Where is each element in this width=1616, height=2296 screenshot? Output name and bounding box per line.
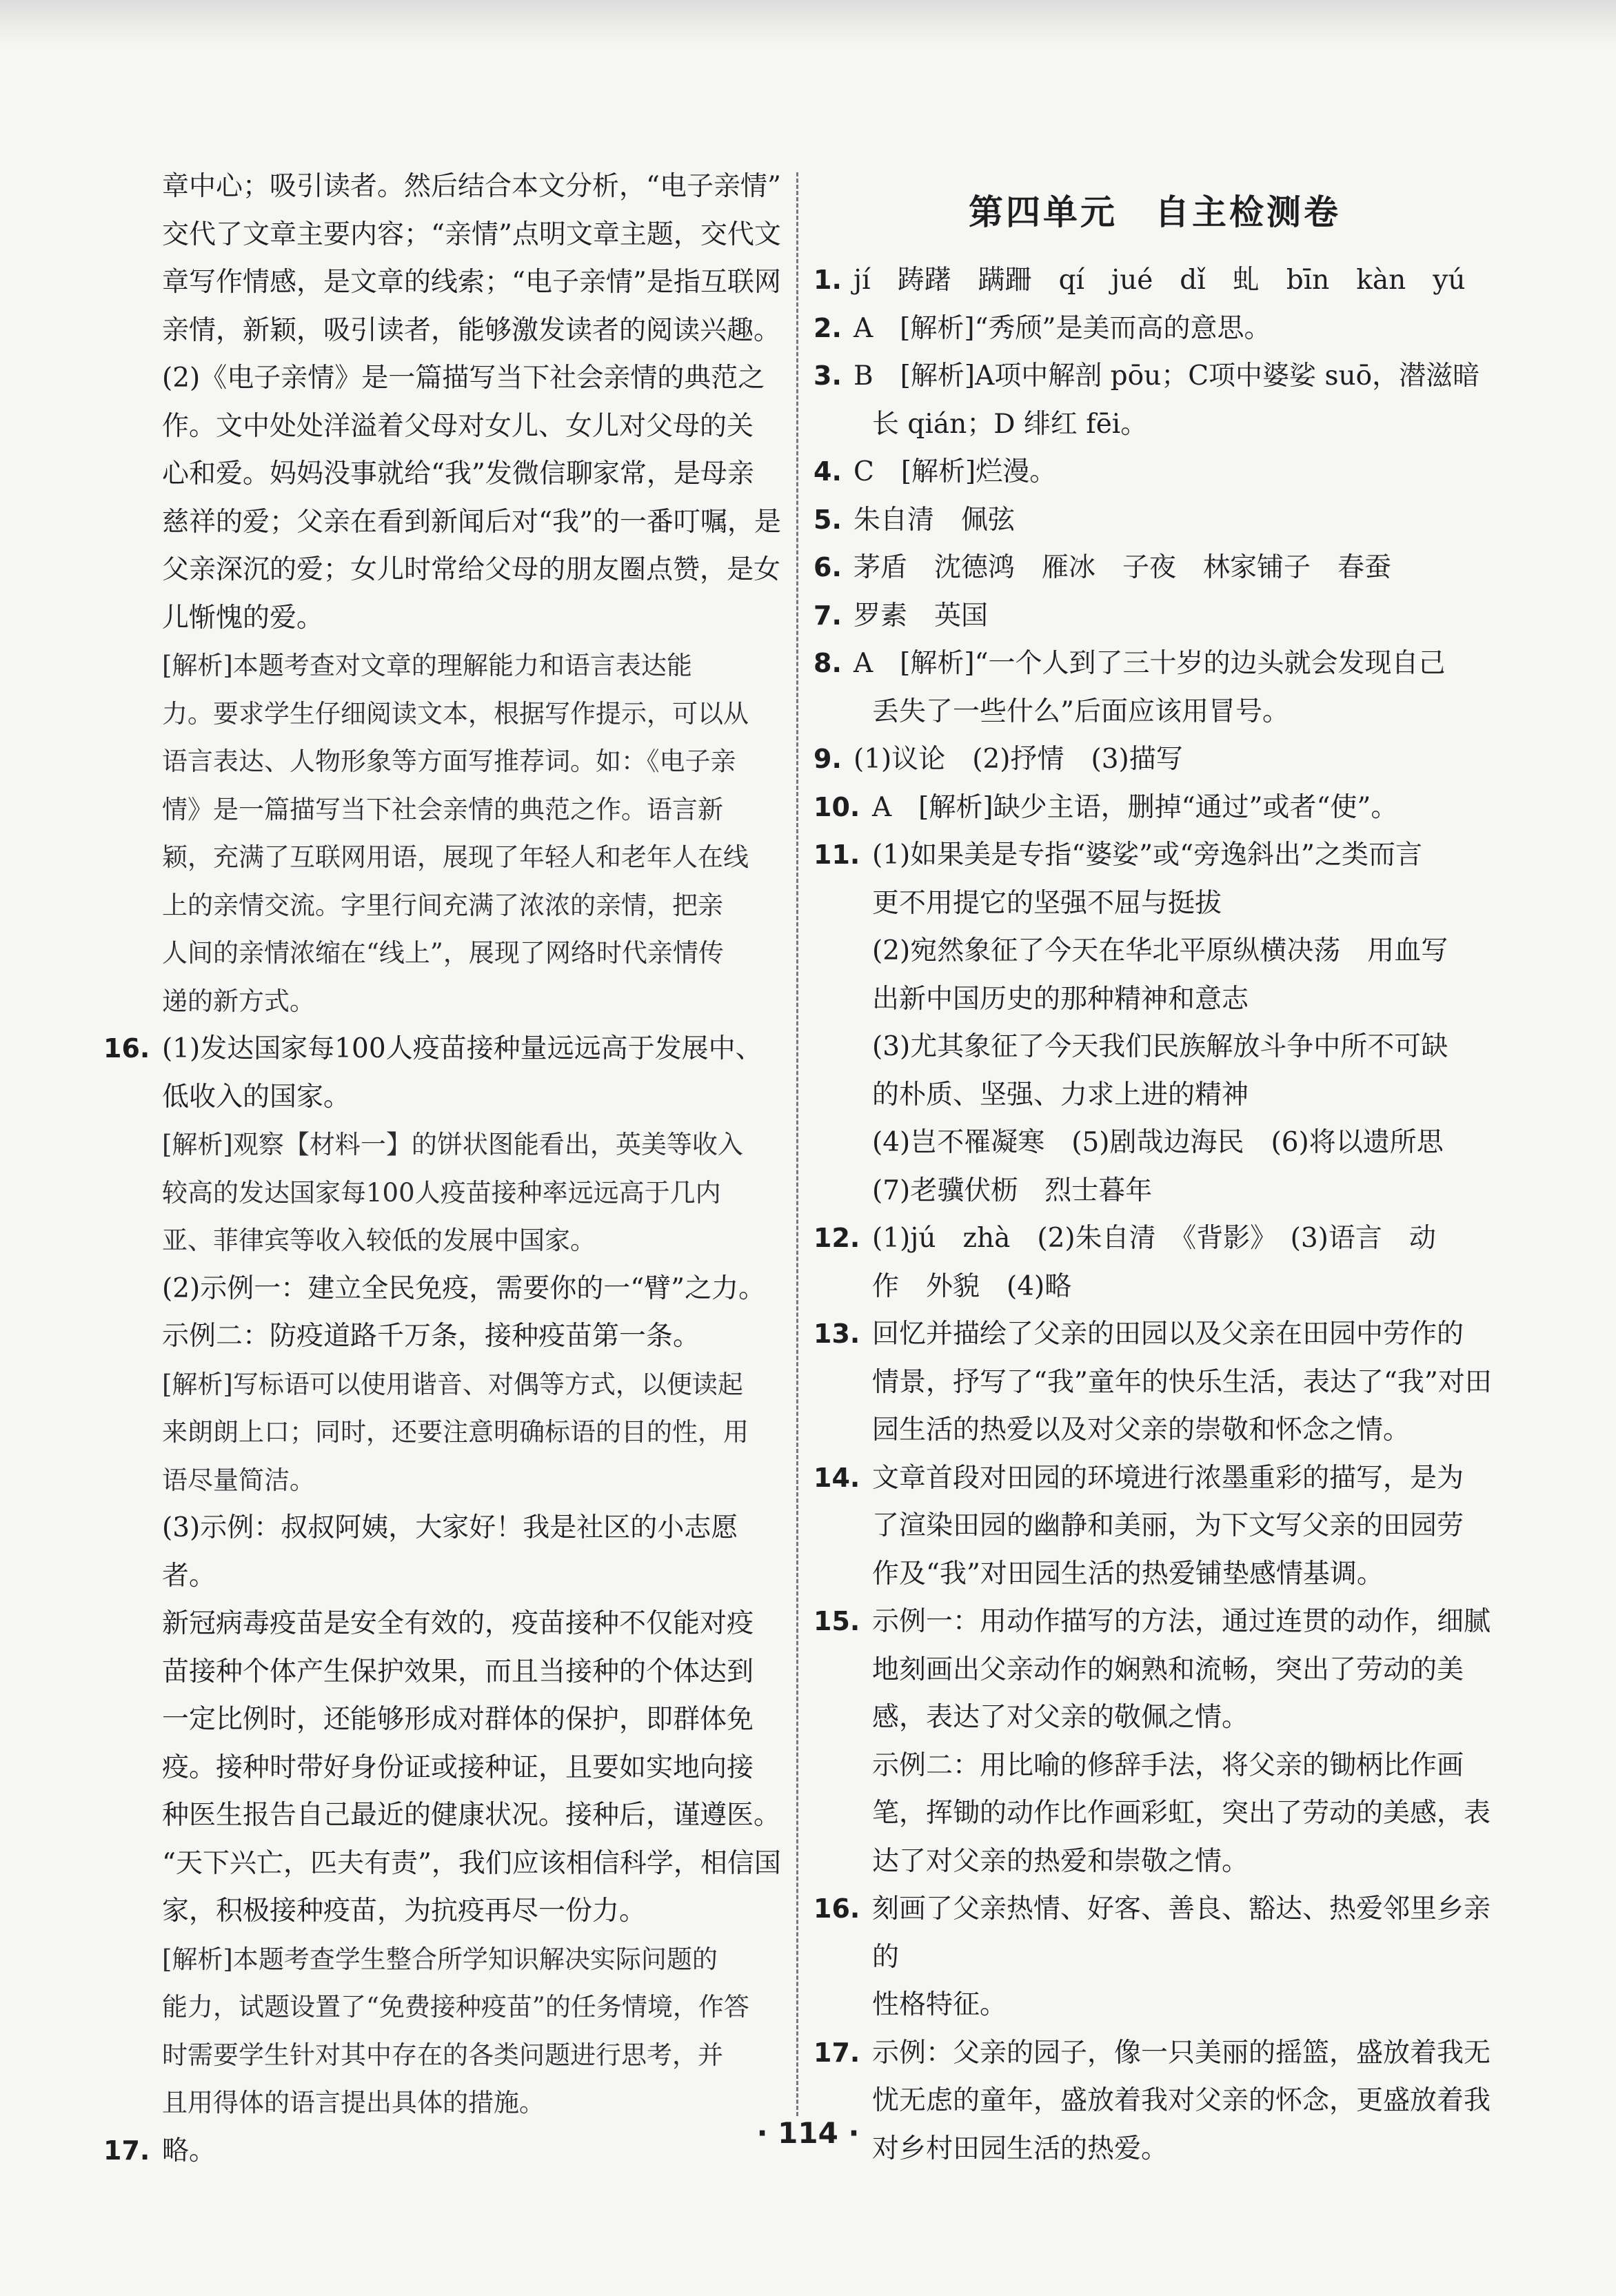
explanation-line: 力。要求学生仔细阅读文本，根据写作提示，可以从 xyxy=(162,698,749,729)
answer-line: 作 外貌 (4)略 xyxy=(872,1270,1072,1302)
explanation-line: 颖，充满了互联网用语，展现了年轻人和老年人在线 xyxy=(162,842,749,872)
answer-line: 慈祥的爱；父亲在看到新闻后对“我”的一番叮嘱，是 xyxy=(162,506,781,538)
answer-line: 儿惭愧的爱。 xyxy=(162,602,324,633)
question-number: 4. xyxy=(814,456,842,487)
answer-line: 示例二：防疫道路千万条，接种疫苗第一条。 xyxy=(162,1321,700,1352)
question-item xyxy=(814,640,1496,688)
question-number: 9. xyxy=(814,744,842,774)
explanation-line: 情》是一篇描写当下社会亲情的典范之作。语言新 xyxy=(162,794,723,824)
answer-line: 苗接种个体产生保护效果，而且当接种的个体达到 xyxy=(162,1656,754,1687)
question-item xyxy=(814,831,1496,880)
explanation-line: [解析]写标语可以使用谐音、对偶等方式，以便读起 xyxy=(162,1369,743,1399)
explanation-line: [解析]观察【材料一】的饼状图能看出，英美等收入 xyxy=(162,1130,743,1159)
answer-line: 忧无虑的童年，盛放着我对父亲的怀念，更盛放着我 xyxy=(872,2085,1491,2116)
column-divider xyxy=(796,172,798,2116)
answer-line: 疫。接种时带好身份证或接种证，且要如实地向接 xyxy=(162,1751,754,1783)
question-item xyxy=(814,592,1496,640)
question-item xyxy=(814,352,1496,400)
answer-line: 章写作情感，是文章的线索；“电子亲情”是指互联网 xyxy=(162,267,781,298)
answer-line: 作。文中处处洋溢着父母对女儿、女儿对父母的关 xyxy=(162,410,754,442)
answer-text: A [解析]“秀颀”是美而高的意思。 xyxy=(854,312,1271,344)
answer-line: (2)示例一：建立全民免疫，需要你的一“臂”之力。 xyxy=(162,1272,766,1304)
answer-text: A [解析]缺少主语，删掉“通过”或者“使”。 xyxy=(872,791,1398,823)
answer-line: 了渲染田园的幽静和美丽，为下文写父亲的田园劳 xyxy=(872,1510,1464,1541)
answer-line: 更不用提它的坚强不屈与挺拔 xyxy=(872,887,1222,919)
answer-line: “天下兴亡，匹夫有责”，我们应该相信科学，相信国 xyxy=(162,1847,781,1879)
answer-line: 性格特征。 xyxy=(872,1989,1007,2020)
explanation-line: 能力，试题设置了“免费接种疫苗”的任务情境，作答 xyxy=(162,1992,749,2022)
answer-line: 达了对父亲的热爱和崇敬之情。 xyxy=(872,1845,1249,1877)
question-number: 17. xyxy=(103,2135,150,2166)
question-number: 7. xyxy=(814,600,842,631)
explanation-line: 人间的亲情浓缩在“线上”，展现了网络时代亲情传 xyxy=(162,938,724,968)
answer-line: (7)老骥伏枥 烈士暮年 xyxy=(872,1175,1153,1206)
answer-line: 家，积极接种疫苗，为抗疫再尽一份力。 xyxy=(162,1896,647,1927)
answer-text: 刻画了父亲热情、好客、善良、豁达、热爱邻里乡亲的 xyxy=(872,1893,1491,1973)
question-number: 15. xyxy=(814,1606,860,1636)
question-number: 17. xyxy=(814,2037,860,2068)
explanation-line: 上的亲情交流。字里行间充满了浓浓的亲情，把亲 xyxy=(162,890,723,920)
answer-line: (2)宛然象征了今天在华北平原纵横决荡 用血写 xyxy=(872,935,1448,966)
question-number: 5. xyxy=(814,504,842,535)
answer-text: (1)jú zhà (2)朱自清 《背影》 (3)语言 动 xyxy=(872,1223,1436,1254)
answer-line: 低收入的国家。 xyxy=(162,1081,351,1113)
answer-line: 作及“我”对田园生活的热爱铺垫感情基调。 xyxy=(872,1558,1384,1589)
answer-line: 的朴质、坚强、力求上进的精神 xyxy=(872,1079,1249,1110)
answer-line: 交代了文章主要内容；“亲情”点明文章主题，交代文 xyxy=(162,219,781,250)
answer-line: (2)《电子亲情》是一篇描写当下社会亲情的典范之 xyxy=(162,363,765,394)
question-item xyxy=(814,256,1496,305)
question-item xyxy=(814,496,1496,545)
explanation-line: 来朗朗上口；同时，还要注意明确标语的目的性，用 xyxy=(162,1417,749,1447)
answer-text: (1)发达国家每100人疫苗接种量远远高于发展中、 xyxy=(162,1033,762,1064)
page-number: · 114 · xyxy=(756,2116,860,2150)
answer-text: 茅盾 沈德鸿 雁冰 子夜 林家铺子 春蚕 xyxy=(854,552,1392,583)
answer-line: 种医生报告自己最近的健康状况。接种后，谨遵医。 xyxy=(162,1800,781,1831)
answer-text: B [解析]A项中解剖 pōu；C项中婆娑 suō，潜滋暗 xyxy=(854,360,1480,392)
answer-text: 示例一：用动作描写的方法，通过连贯的动作，细腻 xyxy=(872,1606,1491,1637)
question-item xyxy=(814,1215,1496,1263)
answer-line: 亲情，新颖，吸引读者，能够激发读者的阅读兴趣。 xyxy=(162,314,781,346)
answer-text: 文章首段对田园的环境进行浓墨重彩的描写，是为 xyxy=(872,1462,1464,1494)
question-item xyxy=(814,735,1496,784)
question-item xyxy=(814,784,1496,832)
left-column xyxy=(103,163,786,2175)
question-item xyxy=(814,1454,1496,1503)
question-number: 16. xyxy=(814,1893,860,1924)
question-item xyxy=(814,1310,1496,1359)
question-number: 6. xyxy=(814,552,842,582)
answer-line: 长 qián；D 绯红 fēi。 xyxy=(872,408,1148,440)
explanation-line: 较高的发达国家每100人疫苗接种率远远高于几内 xyxy=(162,1177,721,1208)
answer-line: (3)示例：叔叔阿姨，大家好！我是社区的小志愿者。 xyxy=(162,1512,738,1592)
answer-line: 园生活的热爱以及对父亲的崇敬和怀念之情。 xyxy=(872,1414,1411,1445)
answer-line: 父亲深沉的爱；女儿时常给父母的朋友圈点赞，是女 xyxy=(162,554,781,585)
question-number: 8. xyxy=(814,648,842,678)
answer-text: 示例：父亲的园子，像一只美丽的摇篮，盛放着我无 xyxy=(872,2037,1491,2069)
answer-line: 心和爱。妈妈没事就给“我”发微信聊家常，是母亲 xyxy=(162,458,754,489)
explanation-line: [解析]本题考查对文章的理解能力和语言表达能 xyxy=(162,651,692,680)
answer-line: 示例二：用比喻的修辞手法，将父亲的锄柄比作画 xyxy=(872,1749,1464,1781)
answer-text: 朱自清 佩弦 xyxy=(854,504,1016,536)
answer-text: 罗素 英国 xyxy=(854,600,989,631)
right-column xyxy=(814,256,1496,2173)
explanation-line: 时需要学生针对其中存在的各类问题进行思考，并 xyxy=(162,2040,723,2070)
explanation-line: [解析]本题考查学生整合所学知识解决实际问题的 xyxy=(162,1944,718,1974)
explanation-line: 亚、菲律宾等收入较低的发展中国家。 xyxy=(162,1226,596,1255)
question-number: 3. xyxy=(814,360,842,391)
answer-line: (4)岂不罹凝寒 (5)剧哉边海民 (6)将以遗所思 xyxy=(872,1127,1444,1158)
question-number: 12. xyxy=(814,1223,860,1253)
answer-line: 一定比例时，还能够形成对群体的保护，即群体免 xyxy=(162,1704,754,1735)
answer-line: (3)尤其象征了今天我们民族解放斗争中所不可缺 xyxy=(872,1031,1448,1062)
question-item xyxy=(103,1025,786,1073)
question-number: 11. xyxy=(814,840,860,870)
answer-text: C [解析]烂漫。 xyxy=(854,456,1057,487)
question-item xyxy=(814,544,1496,592)
question-item xyxy=(814,2029,1496,2077)
question-item xyxy=(814,1885,1496,1981)
question-item xyxy=(814,1598,1496,1646)
question-number: 16. xyxy=(103,1033,150,1064)
answer-line: 地刻画出父亲动作的娴熟和流畅，突出了劳动的美 xyxy=(872,1654,1464,1685)
explanation-line: 语尽量简洁。 xyxy=(162,1465,315,1495)
answer-text: 略。 xyxy=(162,2135,216,2166)
explanation-line: 且用得体的语言提出具体的措施。 xyxy=(162,2088,545,2117)
section-title: 第四单元 自主检测卷 xyxy=(969,192,1341,232)
answer-line: 感，表达了对父亲的敬佩之情。 xyxy=(872,1702,1249,1733)
question-number: 14. xyxy=(814,1462,860,1493)
answer-line: 新冠病毒疫苗是安全有效的，疫苗接种不仅能对疫 xyxy=(162,1608,754,1639)
answer-line: 笔，挥锄的动作比作画彩虹，突出了劳动的美感，表 xyxy=(872,1798,1491,1829)
scan-top-edge xyxy=(0,0,1616,48)
explanation-line: 递的新方式。 xyxy=(162,986,315,1016)
question-number: 10. xyxy=(814,791,860,822)
question-number: 2. xyxy=(814,312,842,343)
answer-text: jí 踌躇 蹒跚 qí jué dǐ 虬 bīn kàn yú xyxy=(854,265,1466,296)
answer-line: 对乡村田园生活的热爱。 xyxy=(872,2133,1169,2164)
answer-text: (1)议论 (2)抒情 (3)描写 xyxy=(854,744,1183,775)
question-number: 13. xyxy=(814,1319,860,1349)
answer-line: 情景，抒写了“我”童年的快乐生活，表达了“我”对田 xyxy=(872,1366,1492,1398)
question-item xyxy=(814,448,1496,496)
answer-line: 丢失了一些什么”后面应该用冒号。 xyxy=(872,695,1289,727)
question-number: 1. xyxy=(814,265,842,295)
answer-text: 回忆并描绘了父亲的田园以及父亲在田园中劳作的 xyxy=(872,1319,1464,1350)
question-item xyxy=(814,305,1496,353)
answer-text: (1)如果美是专指“婆娑”或“旁逸斜出”之类而言 xyxy=(872,840,1422,871)
answer-line: 出新中国历史的那种精神和意志 xyxy=(872,983,1249,1015)
answer-text: A [解析]“一个人到了三十岁的边头就会发现自己 xyxy=(854,648,1446,679)
answer-line: 章中心；吸引读者。然后结合本文分析，“电子亲情” xyxy=(162,171,781,202)
explanation-line: 语言表达、人物形象等方面写推荐词。如：《电子亲 xyxy=(162,746,736,776)
